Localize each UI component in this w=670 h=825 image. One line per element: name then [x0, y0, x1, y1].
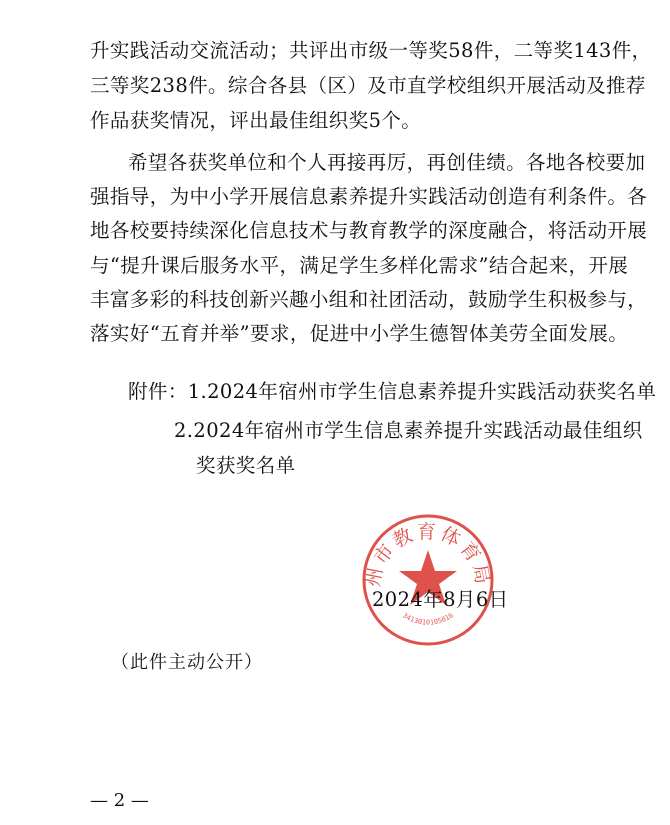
body-line: 希望各获奖单位和个人再接再厉，再创佳绩。各地各校要加	[128, 151, 646, 174]
body-line: 强指导，为中小学开展信息素养提升实践活动创造有利条件。各	[90, 185, 648, 208]
attachment-line: 奖获奖名单	[196, 454, 296, 477]
page-number: — 2 —	[90, 790, 149, 811]
body-line: 升实践活动交流活动；共评出市级一等奖58件，二等奖143件，	[90, 39, 652, 62]
public-disclosure-note: （此件主动公开）	[111, 652, 263, 673]
svg-text:州市教育体育局: 州市教育体育局	[362, 521, 494, 589]
issue-date: 2024年8月6日	[372, 588, 509, 611]
svg-text:3413010105016: 3413010105016	[401, 611, 455, 627]
body-line: 丰富多彩的科技创新兴趣小组和社团活动，鼓励学生积极参与，	[90, 288, 648, 311]
body-line: 三等奖238件。综合各县（区）及市直学校组织开展活动及推荐	[90, 74, 646, 97]
body-line: 作品获奖情况，评出最佳组织奖5个。	[90, 109, 422, 132]
attachment-line: 2.2024年宿州市学生信息素养提升实践活动最佳组织	[174, 419, 643, 442]
official-seal-icon	[358, 510, 498, 650]
body-line: 与“提升课后服务水平，满足学生多样化需求”结合起来，开展	[90, 254, 629, 277]
attachment-line: 附件：1.2024年宿州市学生信息素养提升实践活动获奖名单	[128, 380, 657, 403]
body-line: 落实好“五育并举”要求，促进中小学生德智体美劳全面发展。	[90, 322, 629, 345]
body-line: 地各校要持续深化信息技术与教育教学的深度融合，将活动开展	[90, 219, 648, 242]
